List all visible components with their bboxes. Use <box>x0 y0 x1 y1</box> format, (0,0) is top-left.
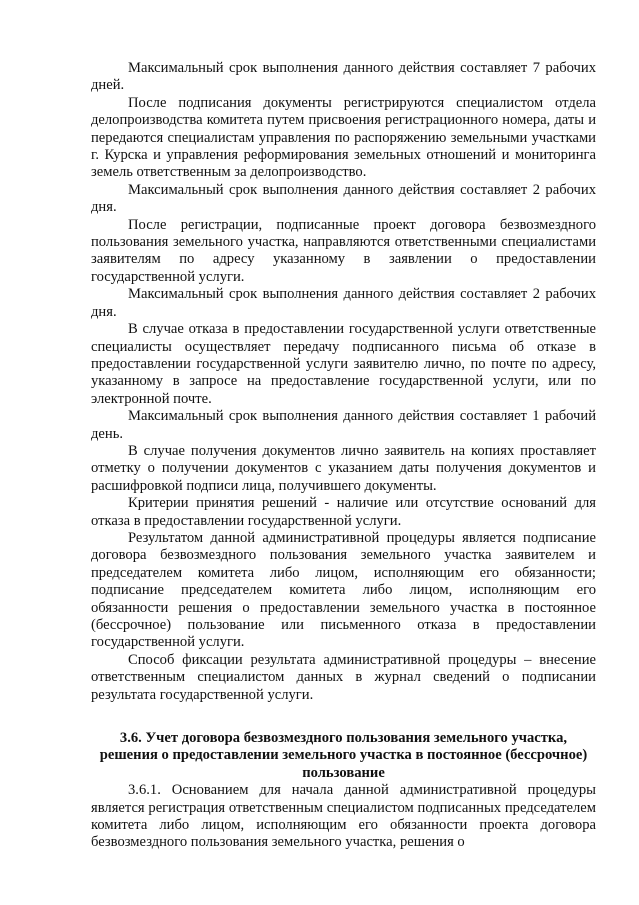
paragraph-procedure-result: Результатом данной административной процедуры является подписание договора безвозмездного пользования земельного участка заявителем и председателем комитета либо лицом, исполняющим его обязанности; подписание председателем комитета либо лицом, исполняющим его обязанности решения о предоставлении земельного участка в постоянное (бессрочное) пользование или письменного отказа в предоставлении государственной услуги. <box>91 529 596 651</box>
paragraph-refusal: В случае отказа в предоставлении государственной услуги ответственные специалисты осуществляет передачу подписанного письма об отказе в предоставлении государственной услуги заявителю лично, по почте по адресу, указанному в запросе на предоставление государственной услуги, или по электронной почте. <box>91 321 596 407</box>
paragraph-registration: После подписания документы регистрируются специалистом отдела делопроизводства комитета путем присвоения регистрационного номера, даты и передаются специалистам управления по распоряжению земельными участками г. Курска и управления реформирования земельных отношений и мониторинга земель ответственным за делопроизводство. <box>91 94 596 181</box>
paragraph-term-2-days-second: Максимальный срок выполнения данного действия составляет 2 рабочих дня. <box>91 286 596 320</box>
paragraph-sending-contract: После регистрации, подписанные проект договора безвозмездного пользования земельного участка, направляются ответственными специалистами заявителям по адресу указанному в заявлении о предоставлении государственной услуги. <box>91 216 596 285</box>
section-heading-3-6 <box>91 730 596 782</box>
paragraph-3-6-1: 3.6.1. Основанием для начала данной административной процедуры является регистрация ответственным специалистом подписанных председателем комитета либо лицом, исполняющим его обязанности проекта договора безвозмездного пользования земельного участка, решения о <box>91 782 596 851</box>
paragraph-term-2-days: Максимальный срок выполнения данного действия составляет 2 рабочих дня. <box>91 181 596 216</box>
document-page <box>91 60 596 852</box>
paragraph-fixation-method: Способ фиксации результата административной процедуры – внесение ответственным специалистом данных в журнал сведений о подписании результата государственной услуги. <box>91 651 596 703</box>
paragraph-decision-criteria: Критерии принятия решений - наличие или отсутствие оснований для отказа в предоставлении государственной услуги. <box>91 495 596 529</box>
paragraph-term-1-day: Максимальный срок выполнения данного действия составляет 1 рабочий день. <box>91 408 596 442</box>
paragraph-receipt-mark: В случае получения документов лично заявитель на копиях проставляет отметку о получении документов с указанием даты получения документов и расшифровкой подписи лица, получившего документы. <box>91 442 596 494</box>
paragraph-term-7-days: Максимальный срок выполнения данного действия составляет 7 рабочих дней. <box>91 60 596 94</box>
section-heading-line-3: пользование <box>302 764 385 781</box>
section-heading-line-1: 3.6. Учет договора безвозмездного пользования земельного участка, <box>119 730 568 747</box>
section-heading-line-2: решения о предоставлении земельного участка в постоянное (бессрочное) <box>99 747 588 764</box>
